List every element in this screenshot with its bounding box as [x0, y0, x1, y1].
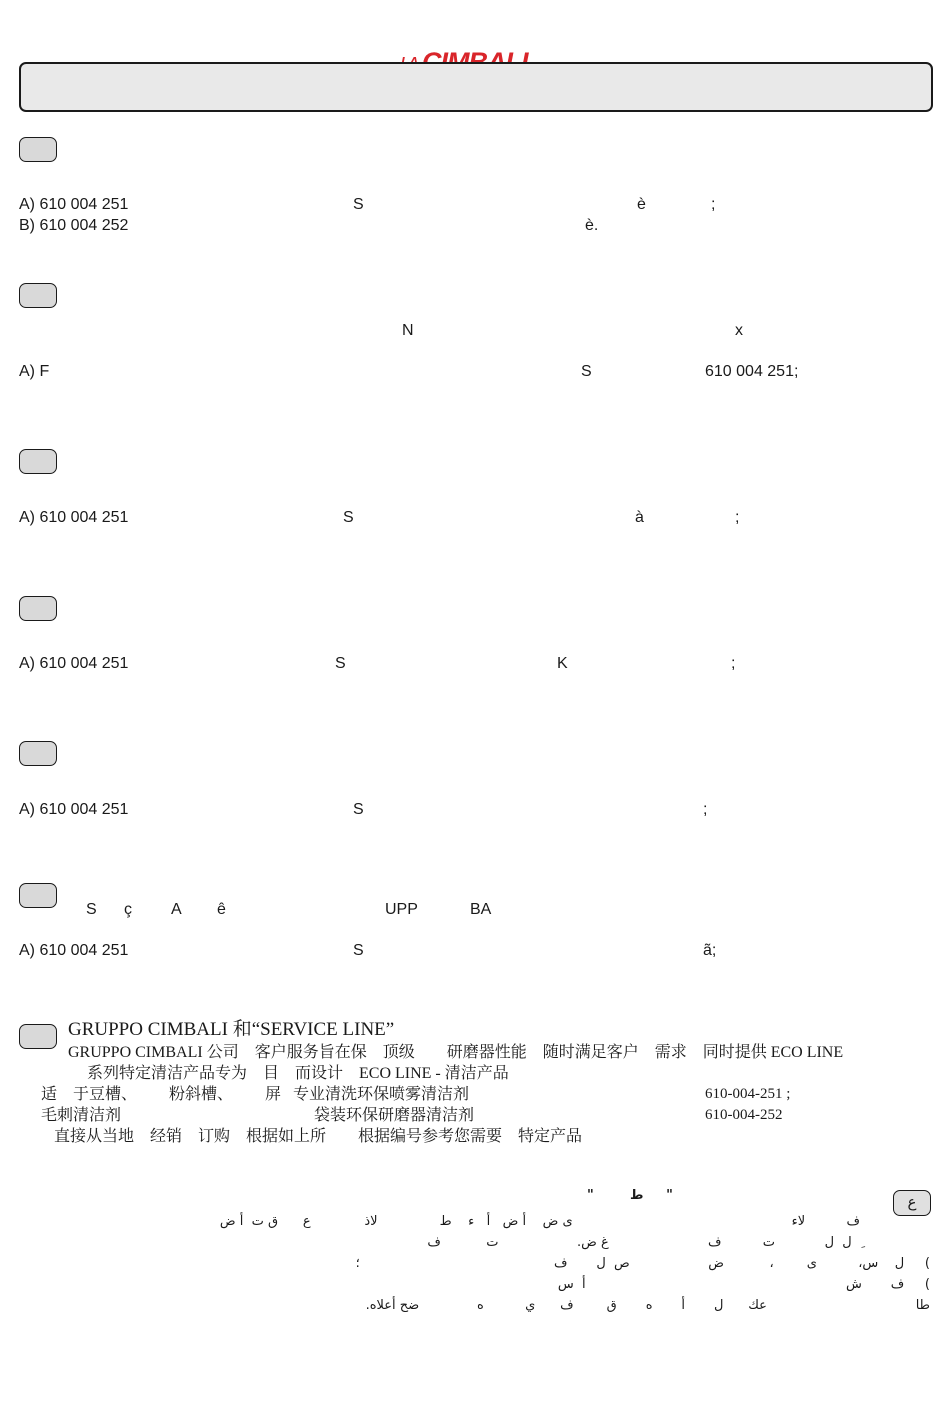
part-code: A) 610 004 251 — [19, 509, 129, 526]
part-code: 610-004-252 — [705, 1107, 783, 1123]
language-badge — [19, 596, 57, 621]
line-text: ã; — [703, 942, 717, 959]
language-badge — [19, 137, 57, 162]
line-text: à — [635, 509, 644, 526]
intro-text: x — [735, 322, 743, 339]
language-badge — [19, 283, 57, 308]
line-text: S — [343, 509, 354, 526]
heading-text: ç — [124, 901, 132, 918]
part-code: A) 610 004 251 — [19, 942, 129, 959]
arabic-title: " ط " — [587, 1188, 673, 1203]
part-code: B) 610 004 252 — [19, 217, 129, 234]
language-badge — [19, 449, 57, 474]
line-text: ; — [703, 801, 708, 818]
header-box — [19, 62, 933, 112]
heading-text: UPP — [385, 901, 418, 918]
heading-text: S — [86, 901, 97, 918]
chinese-title: GRUPPO CIMBALI 和“SERVICE LINE” — [68, 1019, 395, 1040]
part-code: 610-004-251 ; — [705, 1086, 791, 1102]
heading-text: A — [171, 901, 182, 918]
line-text: S — [335, 655, 346, 672]
language-badge — [19, 741, 57, 766]
brand-logo — [395, 4, 555, 44]
part-code: A) 610 004 251 — [19, 196, 129, 213]
intro-text: N — [402, 322, 414, 339]
arabic-line: ِ ل ل ت ف غ ض. ت ف — [427, 1235, 860, 1250]
line-text: S — [353, 196, 364, 213]
line-text: S — [581, 363, 592, 380]
line-text: ; — [731, 655, 736, 672]
arabic-line: ف لاء ى ض أ ض أ ء ط لاذ ع ق ت أ ض — [219, 1214, 860, 1229]
arabic-line: ) ف ش أ س — [557, 1277, 930, 1292]
chinese-line: 直接从当地 经销 订购 根据如上所 根据编号参考您需要 特定产品 — [54, 1128, 583, 1145]
line-text: è — [637, 196, 646, 213]
language-badge — [19, 1024, 57, 1049]
line-text: ; — [711, 196, 716, 213]
chinese-line: 系列特定清洁产品专为 目 而设计 ECO LINE - 清洁产品 — [87, 1065, 509, 1082]
line-text: S — [353, 801, 364, 818]
chinese-line: 毛刺清洁剂 — [41, 1107, 122, 1124]
line-text: S — [353, 942, 364, 959]
part-code: A) 610 004 251 — [19, 655, 129, 672]
line-text: ; — [735, 509, 740, 526]
part-code: A) F — [19, 363, 50, 380]
line-text: 610 004 251; — [705, 363, 799, 380]
part-code: A) 610 004 251 — [19, 801, 129, 818]
heading-text: BA — [470, 901, 492, 918]
arabic-line: طا عك ل أ ه ق ف ي ه ضح أعلاه. — [365, 1298, 930, 1313]
language-badge-arabic: ع — [893, 1190, 931, 1216]
arabic-line: ) ل س، ى ، ض ص ل ف ؛ — [355, 1256, 930, 1271]
heading-text: ê — [217, 901, 226, 918]
chinese-line: 适 于豆槽、 粉斜槽、 屏 专业清洗环保喷雾清洁剂 — [41, 1086, 470, 1103]
chinese-line: GRUPPO CIMBALI 公司 客户服务旨在保 顶级 研磨器性能 随时满足客户 需求 同时提供 ECO LINE — [68, 1044, 844, 1061]
line-text: K — [557, 655, 568, 672]
line-text: è. — [585, 217, 599, 234]
language-badge — [19, 883, 57, 908]
chinese-line: 袋装环保研磨器清洁剂 — [314, 1107, 475, 1124]
